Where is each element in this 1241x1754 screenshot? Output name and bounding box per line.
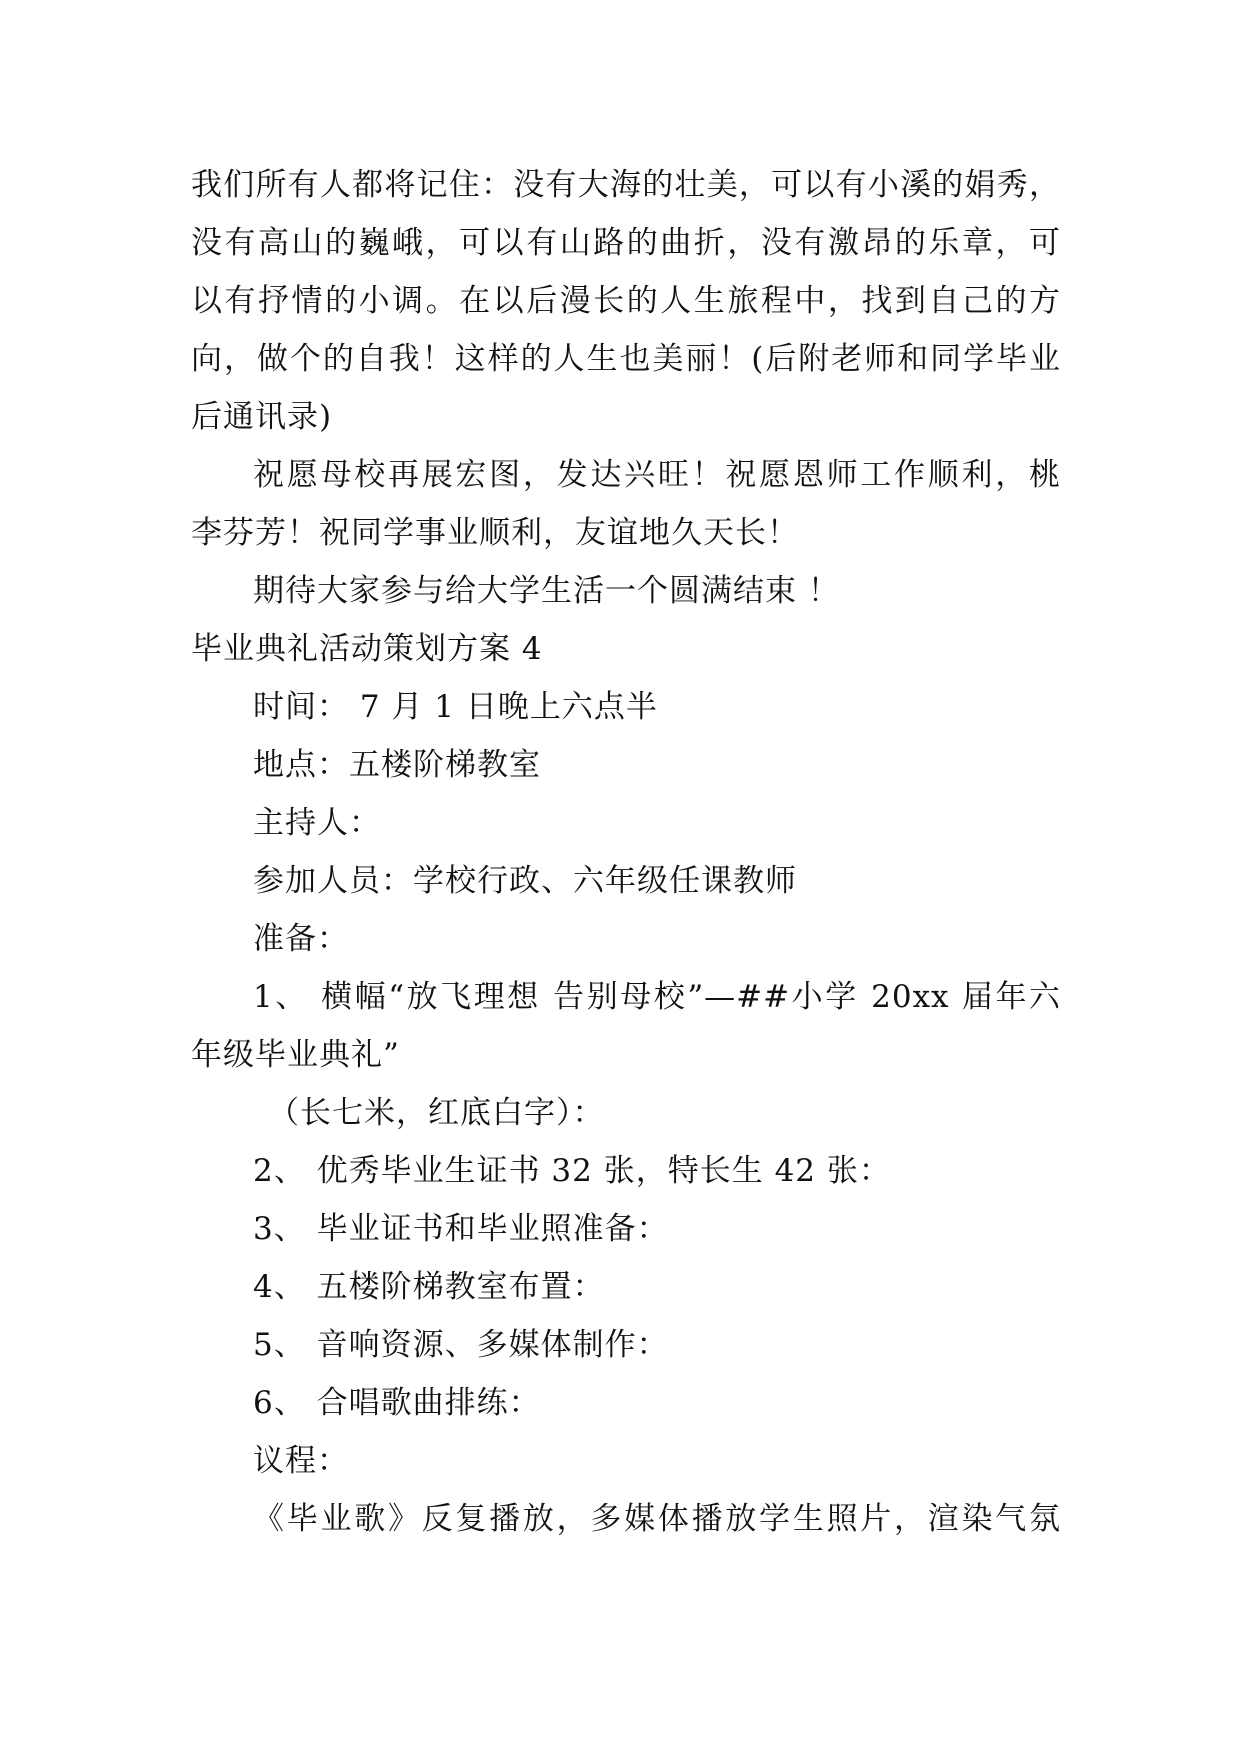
- paragraph-line: 没有高山的巍峨，可以有山路的曲折，没有激昂的乐章，可: [191, 225, 1061, 261]
- paragraph-line: 后通讯录): [191, 399, 333, 435]
- paragraph-line: 我们所有人都将记住：没有大海的壮美，可以有小溪的娟秀，: [191, 167, 1061, 203]
- preparation-heading: 准备：: [253, 921, 349, 957]
- paragraph-line: 向，做个的自我！这样的人生也美丽！(后附老师和同学毕业: [191, 341, 1061, 377]
- paragraph-line: 《毕业歌》反复播放，多媒体播放学生照片，渲染气氛: [253, 1501, 1061, 1537]
- schedule-location: 地点：五楼阶梯教室: [253, 747, 541, 783]
- list-item: 1、 横幅“放飞理想 告别母校”—##小学 20xx 届年六: [253, 979, 1061, 1015]
- list-item-note: （长七米，红底白字）：: [268, 1095, 605, 1131]
- list-item: 5、 音响资源、多媒体制作：: [253, 1327, 669, 1363]
- paragraph-line: 李芬芳！祝同学事业顺利，友谊地久天长！: [191, 515, 799, 551]
- schedule-time: 时间： 7 月 1 日晚上六点半: [253, 689, 658, 725]
- schedule-host: 主持人：: [253, 805, 381, 841]
- paragraph-line: 以有抒情的小调。在以后漫长的人生旅程中，找到自己的方: [191, 283, 1061, 319]
- paragraph-line: 期待大家参与给大学生活一个圆满结束 ！: [253, 573, 840, 609]
- schedule-participants: 参加人员：学校行政、六年级任课教师: [253, 863, 797, 899]
- list-item-continuation: 年级毕业典礼”: [191, 1037, 400, 1073]
- list-item: 2、 优秀毕业生证书 32 张，特长生 42 张：: [253, 1153, 891, 1189]
- agenda-heading: 议程：: [253, 1443, 349, 1479]
- paragraph-line: 祝愿母校再展宏图，发达兴旺！祝愿恩师工作顺利，桃: [253, 457, 1061, 493]
- list-item: 6、 合唱歌曲排练：: [253, 1385, 541, 1421]
- list-item: 3、 毕业证书和毕业照准备：: [253, 1211, 669, 1247]
- list-item: 4、 五楼阶梯教室布置：: [253, 1269, 605, 1305]
- section-heading: 毕业典礼活动策划方案 4: [191, 631, 543, 667]
